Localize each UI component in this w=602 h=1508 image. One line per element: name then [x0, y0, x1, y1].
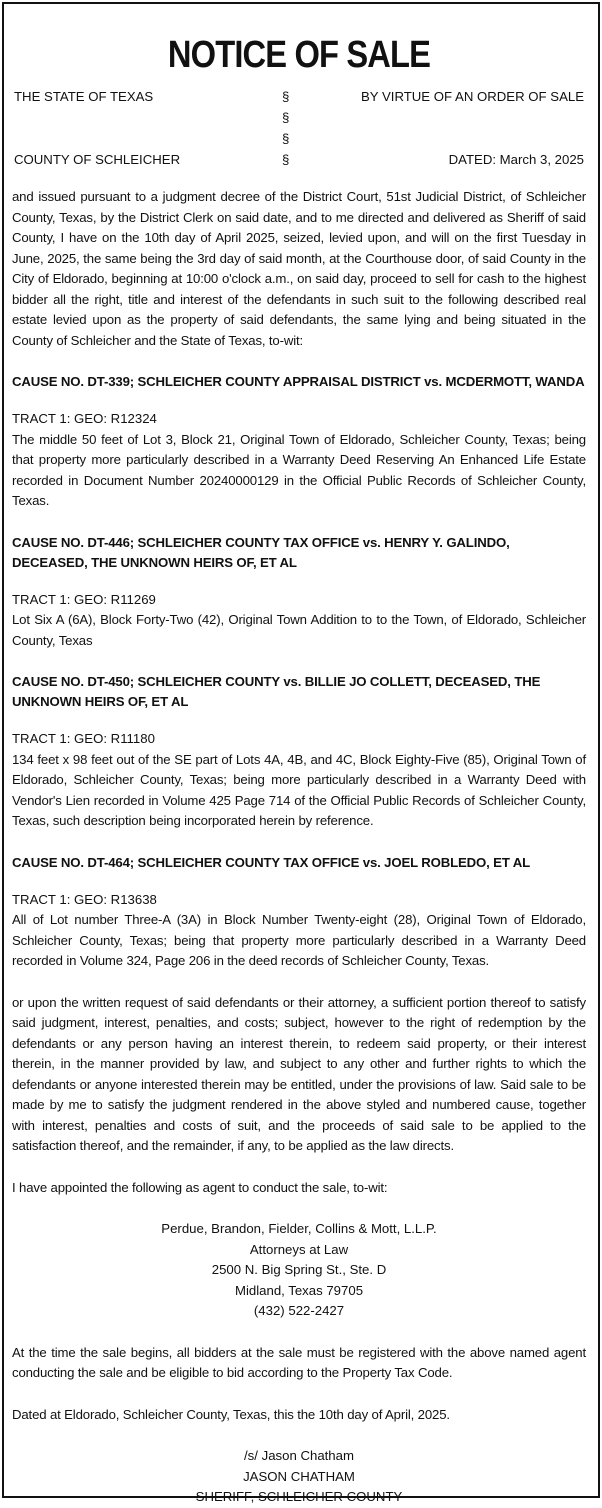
caption-row [12, 107, 586, 128]
tract-id: TRACT 1: GEO: R12324 [12, 411, 157, 426]
cause-heading: CAUSE NO. DT-464; SCHLEICHER COUNTY TAX OFFICE vs. JOEL ROBLEDO, ET AL [12, 854, 531, 870]
tract-id: TRACT 1: GEO: R11180 [12, 731, 155, 746]
signer-title: SHERIFF, SCHLEICHER COUNTY [195, 1489, 403, 1504]
cause-heading: CAUSE NO. DT-450; SCHLEICHER COUNTY vs. BILLIE JO COLLETT, DECEASED, THE UNKNOWN HEIRS OF, ET AL [12, 674, 541, 709]
agent-phone: (432) 522-2427 [253, 1303, 345, 1318]
agent-intro: I have appointed the following as agent to conduct the sale, to-wit: [12, 1179, 388, 1195]
caption-state: THE STATE OF TEXAS [14, 89, 154, 104]
caption-row [12, 86, 586, 107]
section-mark: § [282, 110, 290, 125]
tract-description: Lot Six A (6A), Block Forty-Two (42), Original Town Addition to to the Town, of Eldorado, Schleicher County, Texas [12, 612, 586, 648]
cause-heading: CAUSE NO. DT-339; SCHLEICHER COUNTY APPRAISAL DISTRICT vs. MCDERMOTT, WANDA [12, 374, 585, 389]
signature-line: /s/ Jason Chatham [244, 1448, 354, 1463]
signature-block [12, 1446, 586, 1508]
section-mark: § [282, 152, 290, 167]
caption-county: COUNTY OF SCHLEICHER [14, 152, 181, 167]
section-mark: § [282, 89, 290, 104]
agent-block [12, 1219, 586, 1322]
caption-row [12, 149, 586, 170]
agent-role: Attorneys at Law [249, 1241, 349, 1257]
caption-row [12, 128, 586, 149]
tract-description: All of Lot number Three-A (3A) in Block Number Twenty-eight (28), Original Town of Eldorado, Schleicher County, Texas; being that property more particularly described in a Warranty Deed recorded in Volume 324, Page 206 in the deed records of Schleicher County, Texas. [12, 912, 586, 968]
tract-description: 134 feet x 98 feet out of the SE part of Lots 4A, 4B, and 4C, Block Eighty-Five (85), Original Town of Eldorado, Schleicher County, Texas; being more particularly described in a Warranty Deed with Vendor's Lien recorded in Volume 425 Page 714 of the Official Public Records of Schleicher County, Texas, such description being incorporated herein by reference. [12, 751, 586, 828]
tract-id: TRACT 1: GEO: R13638 [12, 891, 157, 907]
agent-city: Midland, Texas 79705 [234, 1282, 364, 1298]
notice-of-sale [12, 10, 586, 1508]
notice-title: NOTICE OF SALE [167, 34, 431, 76]
registration-paragraph: At the time the sale begins, all bidders at the sale must be registered with the above named agent conducting the sale and be eligible to bid according to the Property Tax Code. [12, 1344, 586, 1380]
agent-address: 2500 N. Big Spring St., Ste. D [211, 1262, 387, 1277]
cause-heading: CAUSE NO. DT-446; SCHLEICHER COUNTY TAX OFFICE vs. HENRY Y. GALINDO, DECEASED, THE UNKNOWN HEIRS OF, ET AL [12, 534, 510, 570]
terms-paragraph: or upon the written request of said defendants or their attorney, a sufficient portion thereof to satisfy said judgment, interest, penalties, and costs; subject, however to the right of redemption by the defendants or any person having an interest therein, to redeem said property, or their interest therein, in the manner provided by law, and subject to any other and further rights to which the defendants or anyone interested therein may be entitled, under the provisions of law. Said sale to be made by me to satisfy the judgment rendered in the above styled and numbered cause, together with interest, penalties and costs of suit, and the proceeds of said sale to be applied to the satisfaction thereof, and the remainder, if any, to be applied as the law directs. [12, 994, 586, 1153]
section-mark: § [282, 131, 290, 146]
intro-paragraph: and issued pursuant to a judgment decree of the District Court, 51st Judicial District, of Schleicher County, Texas, by the District Clerk on said date, and to me directed and delivered as Sheriff of said County, I have on the 10th day of April 2025, seized, levied upon, and will on the first Tuesday in June, 2025, the same being the 3rd day of said month, at the Courthouse door, of said County in the City of Eldorado, beginning at 10:00 o'clock a.m., on said day, proceed to sell for cash to the highest bidder all the right, title and interest of the defendants in such suit to the following described real estate levied upon as the property of said defendants, the same lying and being situated in the County of Schleicher and the State of Texas, to-wit: [12, 189, 586, 348]
dated-line: Dated at Eldorado, Schleicher County, Texas, this the 10th day of April, 2025. [12, 1406, 450, 1422]
signer-name: JASON CHATHAM [243, 1468, 355, 1484]
case-caption [12, 86, 586, 170]
agent-name: Perdue, Brandon, Fielder, Collins & Mott, L.L.P. [161, 1221, 437, 1236]
tract-description: The middle 50 feet of Lot 3, Block 21, Original Town of Eldorado, Schleicher County, Texas; being that property more particularly described in a Warranty Deed Reserving An Enhanced Life Estate recorded in Document Number 20240000129 in the Official Public Records of Schleicher County, Texas. [12, 431, 586, 508]
caption-dated: DATED: March 3, 2025 [448, 152, 584, 167]
tract-id: TRACT 1: GEO: R11269 [12, 591, 156, 607]
caption-order: BY VIRTUE OF AN ORDER OF SALE [360, 89, 584, 104]
